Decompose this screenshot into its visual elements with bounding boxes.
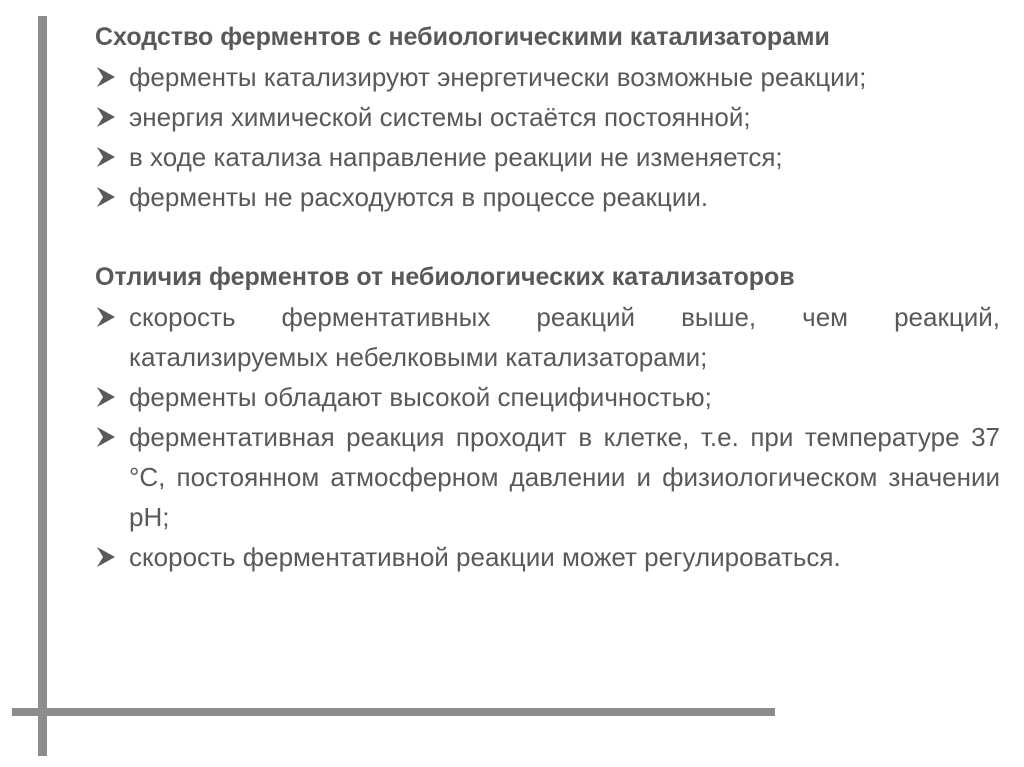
list-item-text: ферменты не расходуются в процессе реакции. xyxy=(129,182,709,212)
arrowhead-bullet-icon xyxy=(95,417,119,457)
section-spacer xyxy=(95,217,1000,257)
differences-list xyxy=(95,297,1000,577)
list-item-text: ферменты катализируют энергетически возможные реакции; xyxy=(129,62,867,92)
decorative-horizontal-bar xyxy=(12,708,775,716)
list-item xyxy=(95,57,1000,97)
section-heading-differences: Отличия ферментов от небиологических катализаторов xyxy=(95,263,795,291)
arrowhead-bullet-icon xyxy=(95,137,119,177)
section-heading-similarities: Сходство ферментов с небиологическими катализаторами xyxy=(95,23,830,51)
slide-content xyxy=(95,17,1000,577)
list-item xyxy=(95,417,1000,537)
list-item xyxy=(95,177,1000,217)
list-item xyxy=(95,537,1000,577)
similarities-list xyxy=(95,57,1000,217)
list-item xyxy=(95,137,1000,177)
list-item xyxy=(95,97,1000,137)
list-item-text: скорость ферментативных реакций выше, чем реакций, катализируемых небелковыми катализаторами; xyxy=(129,302,1000,372)
list-item xyxy=(95,377,1000,417)
list-item-text: в ходе катализа направление реакции не изменяется; xyxy=(129,142,783,172)
arrowhead-bullet-icon xyxy=(95,537,119,577)
list-item-text: энергия химической системы остаётся постоянной; xyxy=(129,102,751,132)
list-item-text: ферментативная реакция проходит в клетке, т.е. при температуре 37 °С, постоянном атмосферном давлении и физиологическом значении рН; xyxy=(129,422,1000,532)
arrowhead-bullet-icon xyxy=(95,177,119,217)
arrowhead-bullet-icon xyxy=(95,297,119,337)
list-item-text: скорость ферментативной реакции может регулироваться. xyxy=(129,542,841,572)
arrowhead-bullet-icon xyxy=(95,57,119,97)
arrowhead-bullet-icon xyxy=(95,97,119,137)
list-item xyxy=(95,297,1000,377)
decorative-vertical-bar xyxy=(38,16,47,756)
arrowhead-bullet-icon xyxy=(95,377,119,417)
list-item-text: ферменты обладают высокой специфичностью; xyxy=(129,382,712,412)
